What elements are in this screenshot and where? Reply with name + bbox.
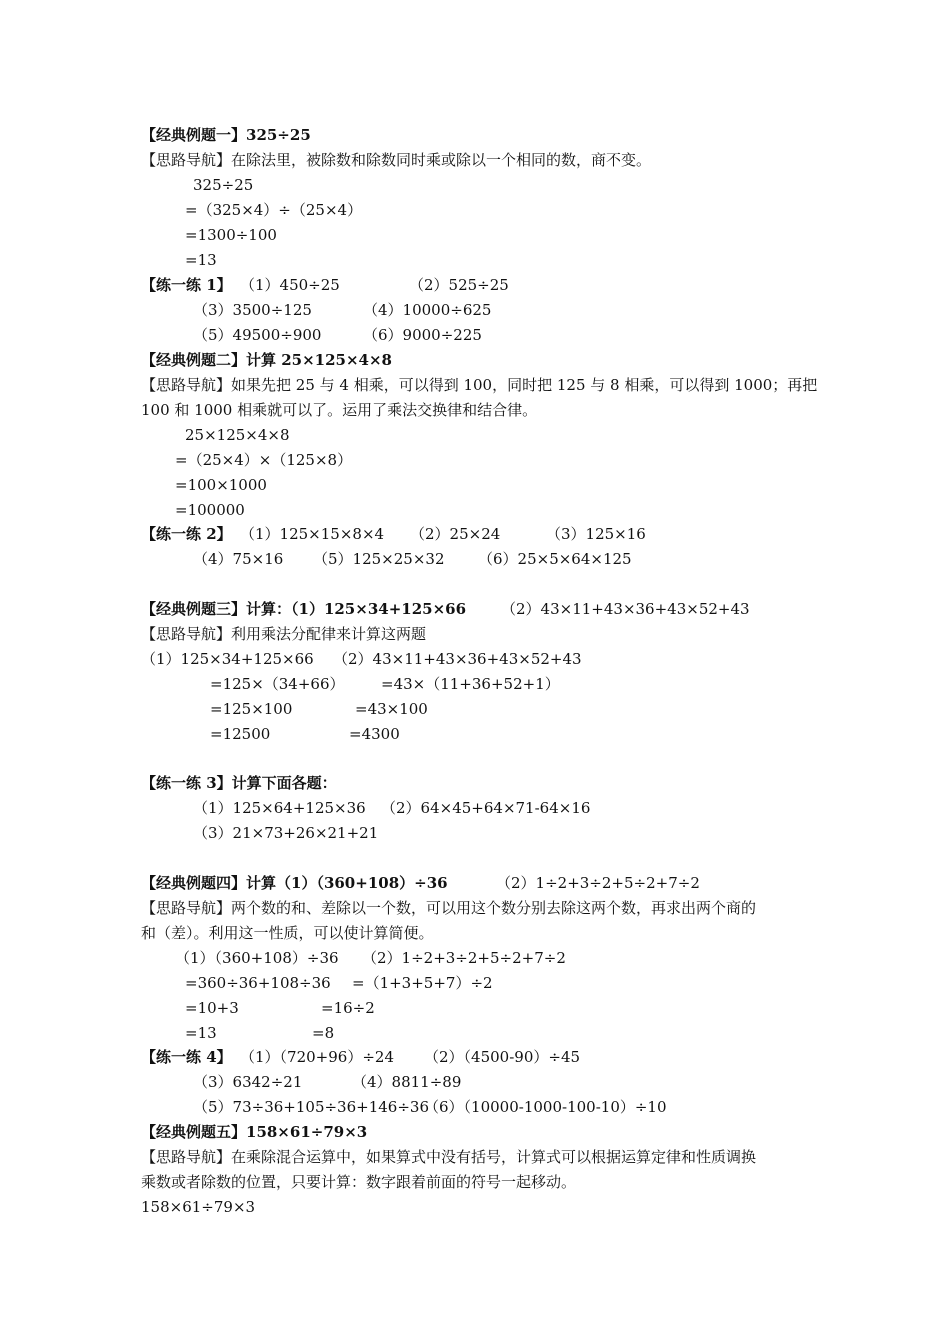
example-1-step: =13: [185, 251, 217, 269]
example-3-right-step: =43×（11+36+52+1）: [381, 675, 560, 693]
example-3-guide: 【思路导航】利用乘法分配律来计算这两题: [141, 625, 427, 643]
practice-1-item: （5）49500÷900: [193, 326, 322, 344]
practice-2-title: 【练一练 2】: [141, 525, 232, 543]
practice-1-item: （1）450÷25: [240, 276, 340, 294]
example-2-guide: 100 和 1000 相乘就可以了。运用了乘法交换律和结合律。: [141, 401, 538, 419]
example-4-right-step: =16÷2: [321, 999, 375, 1017]
example-1-step: 325÷25: [193, 176, 254, 194]
practice-3-item: （2）64×45+64×71-64×16: [381, 799, 591, 817]
practice-4-item: （5）73÷36+105÷36+146÷36: [193, 1098, 429, 1116]
practice-4-item: （2）（4500-90）÷45: [424, 1048, 581, 1066]
practice-4-item: （3）6342÷21: [193, 1073, 303, 1091]
example-2-title: 【经典例题二】计算 25×125×4×8: [141, 351, 392, 369]
example-4-right-step: =8: [312, 1024, 335, 1042]
example-4-title: 【经典例题四】计算（1）（360+108）÷36: [141, 874, 448, 892]
practice-2-item: （4）75×16: [193, 550, 284, 568]
practice-1-item: （6）9000÷225: [363, 326, 482, 344]
example-3-right-step: （2）43×11+43×36+43×52+43: [333, 650, 582, 668]
example-2-guide: 【思路导航】如果先把 25 与 4 相乘，可以得到 100，同时把 125 与 8 相乘，可以得到 1000；再把: [141, 376, 818, 394]
practice-2-item: （2）25×24: [410, 525, 501, 543]
practice-3-title: 【练一练 3】计算下面各题：: [141, 774, 337, 792]
practice-3-item: （3）21×73+26×21+21: [193, 824, 379, 842]
example-5-guide: 【思路导航】在乘除混合运算中，如果算式中没有括号，计算式可以根据运算定律和性质调换: [141, 1148, 757, 1166]
example-4-right-step: （2）1÷2+3÷2+5÷2+7÷2: [362, 949, 566, 967]
practice-2-item: （3）125×16: [546, 525, 646, 543]
practice-4-item: （6）（10000-1000-100-10）÷10: [424, 1098, 667, 1116]
example-3-left-step: =125×100: [210, 700, 293, 718]
practice-4-title: 【练一练 4】: [141, 1048, 232, 1066]
example-4-title-part-2: （2）1÷2+3÷2+5÷2+7÷2: [496, 874, 700, 892]
example-5-guide: 乘数或者除数的位置，只要计算：数字跟着前面的符号一起移动。: [141, 1173, 577, 1191]
example-2-step: =100000: [175, 501, 245, 519]
practice-2-item: （1）125×15×8×4: [240, 525, 385, 543]
example-2-step: 25×125×4×8: [185, 426, 290, 444]
example-3-left-step: =125×（34+66）: [210, 675, 345, 693]
example-4-guide: 【思路导航】两个数的和、差除以一个数，可以用这个数分别去除这两个数，再求出两个商的: [141, 899, 757, 917]
practice-1-item: （2）525÷25: [409, 276, 509, 294]
example-4-right-step: =（1+3+5+7）÷2: [352, 974, 493, 992]
example-1-title: 【经典例题一】325÷25: [141, 126, 311, 144]
example-4-left-step: =13: [185, 1024, 217, 1042]
example-2-step: =100×1000: [175, 476, 267, 494]
practice-1-title: 【练一练 1】: [141, 276, 232, 294]
example-3-right-step: =4300: [349, 725, 400, 743]
example-1-step: =（325×4）÷（25×4）: [185, 201, 363, 219]
example-3-title: 【经典例题三】计算：（1）125×34+125×66: [141, 600, 467, 618]
example-3-left-step: =12500: [210, 725, 271, 743]
example-3-title-part-2: （2）43×11+43×36+43×52+43: [501, 600, 750, 618]
example-3-left-step: （1）125×34+125×66: [141, 650, 314, 668]
practice-1-item: （3）3500÷125: [193, 301, 312, 319]
example-2-step: =（25×4）×（125×8）: [175, 451, 353, 469]
example-4-left-step: =10+3: [185, 999, 239, 1017]
practice-2-item: （6）25×5×64×125: [478, 550, 632, 568]
example-3-right-step: =43×100: [355, 700, 428, 718]
practice-4-item: （1）（720+96）÷24: [240, 1048, 394, 1066]
practice-1-item: （4）10000÷625: [363, 301, 492, 319]
example-5-title: 【经典例题五】158×61÷79×3: [141, 1123, 368, 1141]
example-1-step: =1300÷100: [185, 226, 277, 244]
example-5-step: 158×61÷79×3: [141, 1198, 256, 1216]
example-4-left-step: =360÷36+108÷36: [185, 974, 331, 992]
example-4-left-step: （1）（360+108）÷36: [175, 949, 339, 967]
example-1-guide: 【思路导航】在除法里，被除数和除数同时乘或除以一个相同的数，商不变。: [141, 151, 652, 169]
example-4-guide: 和（差）。利用这一性质，可以使计算简便。: [141, 924, 434, 942]
practice-3-item: （1）125×64+125×36: [193, 799, 366, 817]
practice-4-item: （4）8811÷89: [352, 1073, 462, 1091]
practice-2-item: （5）125×25×32: [313, 550, 445, 568]
